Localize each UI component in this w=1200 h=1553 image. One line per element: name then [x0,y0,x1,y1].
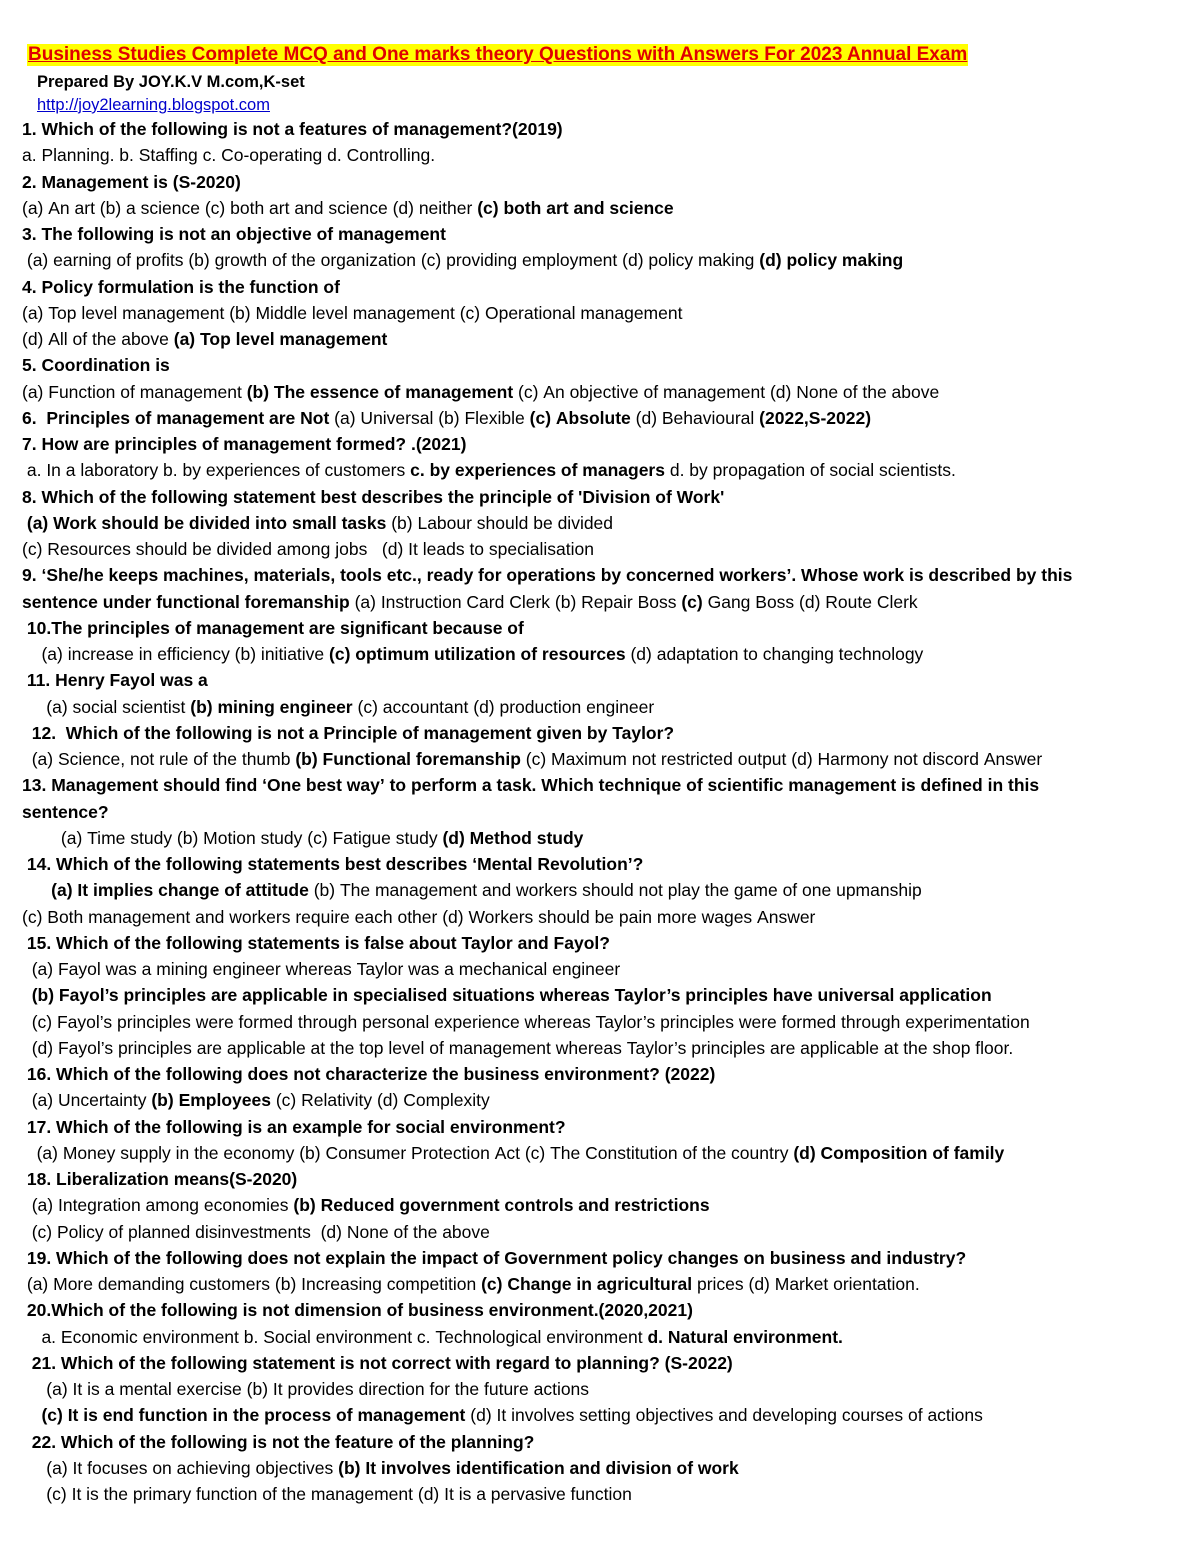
question-line [22,564,1072,586]
bold-text: 10.The principles of management are significant because of [22,617,524,638]
question-line [22,433,466,455]
regular-text: (c) It is the primary function of the management (d) It is a pervasive function [22,1484,632,1504]
regular-text: (a) It is a mental exercise (b) It provides direction for the future actions [22,1379,590,1399]
question-line [22,906,815,928]
question-line [22,1011,1030,1033]
bold-text: 21. Which of the following statement is not correct with regard to planning? (S-2022) [22,1352,733,1373]
bold-text: (b) It involves identification and division of work [338,1457,739,1478]
question-line [22,1221,490,1243]
question-line [22,801,109,823]
regular-text: (a) Function of management [22,381,247,402]
regular-text: (a) Time study (b) Motion study (c) Fatigue study [22,827,443,848]
bold-text: 9. ‘She/he keeps machines, materials, tools etc., ready for operations by concerned workers’. Whose work is described by this [22,565,1073,586]
bold-text: (d) policy making [759,250,904,271]
regular-text: (a) increase in efficiency (b) initiative [22,644,330,664]
regular-text: (c) Both management and workers require each other (d) Workers should be pain more wages Answer [22,906,816,927]
question-line [22,1404,983,1426]
bold-text: (c) It is end function in the process of management [22,1405,466,1426]
bold-text: 7. How are principles of management formed? .(2021) [22,434,467,454]
bold-text: (d) Composition of family [793,1142,1005,1163]
question-line [22,1168,297,1190]
question-line [22,459,956,481]
bold-text: (a) Work should be divided into small tasks [22,512,387,533]
question-line [22,696,654,718]
bold-text: (c) Change in agricultural [481,1274,693,1294]
question-line [22,722,674,744]
regular-text: (c) accountant (d) production engineer [352,696,655,717]
regular-text: Gang Boss (d) Route Clerk [702,591,918,612]
bold-text: sentence? [22,801,109,822]
bold-text: sentence under functional foremanship [22,591,350,612]
regular-text: (a) Uncertainty [22,1090,152,1111]
question-line [22,1194,710,1216]
author-line: Prepared By JOY.K.V M.com,K-set [37,73,305,91]
regular-text: a. Planning. b. Staffing c. Co-operating d. Controlling. [22,145,436,166]
question-line [22,591,918,613]
question-line [22,538,594,560]
bold-text: 16. Which of the following does not characterize the business environment? (2022) [22,1064,716,1084]
bold-text: 22. Which of the following is not the feature of the planning? [22,1431,535,1452]
question-line [22,617,524,639]
blog-link[interactable]: http://joy2learning.blogspot.com [37,96,270,114]
question-line [22,879,922,901]
question-line [22,958,620,980]
bold-text: 6. Principles of management are Not [22,407,330,428]
question-line [22,774,1039,796]
regular-text: (a) It focuses on achieving objectives [22,1457,339,1478]
question-line [22,302,682,324]
question-line [22,276,340,298]
regular-text: a. Economic environment b. Social environment c. Technological environment [22,1326,648,1347]
bold-text: (b) Functional foremanship [295,749,521,769]
regular-text: (a) Universal (b) Flexible [329,407,530,428]
question-line [22,932,610,954]
question-line [22,827,583,849]
regular-text: (b) The management and workers should not play the game of one upmanship [308,880,922,901]
regular-text: (c) Resources should be divided among jobs (d) It leads to specialisation [22,539,594,559]
bold-text: (b) Employees [151,1090,271,1111]
bold-text: 11. Henry Fayol was a [22,670,208,691]
question-line [22,1378,589,1400]
bold-text: 3. The following is not an objective of management [22,224,446,244]
bold-text: (c) [681,591,703,612]
regular-text: (a) social scientist [22,696,191,717]
question-line [22,328,387,350]
bold-text: 15. Which of the following statements is false about Taylor and Fayol? [22,932,610,953]
bold-text: 18. Liberalization means(S-2020) [22,1169,298,1189]
question-line [22,1273,920,1295]
question-line [22,197,674,219]
regular-text: (a) An art (b) a science (c) both art and science (d) neither [22,197,478,218]
regular-text: (a) Science, not rule of the thumb [22,749,296,769]
bold-text: (a) It implies change of attitude [22,880,309,901]
question-line [22,171,241,193]
regular-text: (a) earning of profits (b) growth of the organization (c) providing employment (d) policy making [22,250,760,271]
bold-text: 17. Which of the following is an example for social environment? [22,1116,566,1137]
bold-text: (c) Absolute [529,407,631,428]
question-line [22,1326,843,1348]
regular-text: (c) An objective of management (d) None of the above [513,381,940,402]
question-line [22,748,1042,770]
question-line [22,381,939,403]
regular-text: (c) Policy of planned disinvestments (d) None of the above [22,1221,490,1242]
bold-text: 14. Which of the following statements best describes ‘Mental Revolution’? [22,854,644,874]
question-line [22,643,923,665]
regular-text: (c) Fayol’s principles were formed through personal experience whereas Taylor’s principles were formed through experimentation [22,1011,1030,1032]
question-line [22,669,208,691]
question-line [22,1037,1013,1059]
question-line [22,1247,966,1269]
regular-text: (d) Behavioural [630,407,760,428]
question-line [22,407,871,429]
bold-text: 20.Which of the following is not dimension of business environment.(2020,2021) [22,1300,693,1321]
bold-text: (c) optimum utilization of resources [329,644,626,664]
question-line [22,1352,733,1374]
question-line [22,486,724,508]
bold-text: 2. Management is (S-2020) [22,171,241,192]
bold-text: Which of the following is not a features of management?(2019) [41,119,563,139]
regular-text: d. by propagation of social scientists. [664,460,956,481]
question-line [22,1431,534,1453]
question-line [22,354,170,376]
regular-text: (d) All of the above [22,329,174,349]
regular-text: (c) Relativity (d) Complexity [270,1090,490,1111]
bold-text: 12. Which of the following is not a Principle of management given by Taylor? [22,722,675,743]
question-line [22,853,643,875]
bold-text: 4. Policy formulation is the function of [22,276,340,297]
bold-text: 13. Management should find ‘One best way’ to perform a task. Which technique of scientific management is defined in this [22,775,1040,796]
bold-text: 8. Which of the following statement best describes the principle of 'Division of Work' [22,486,725,507]
bold-text: (a) Top level management [173,329,388,349]
regular-text: (a) Money supply in the economy (b) Consumer Protection Act (c) The Constitution of the country [22,1142,794,1163]
question-number: 1. [22,119,42,139]
question-line [22,1457,739,1479]
regular-text: (a) Instruction Card Clerk (b) Repair Boss [349,591,682,612]
regular-text: (a) Integration among economies [22,1195,294,1216]
regular-text: (a) Fayol was a mining engineer whereas Taylor was a mechanical engineer [22,959,621,979]
bold-text: (b) Reduced government controls and restrictions [293,1195,710,1216]
bold-text: (b) mining engineer [190,696,353,717]
question-line [22,1483,632,1505]
document-title: Business Studies Complete MCQ and One marks theory Questions with Answers For 2023 Annual Exam [28,44,968,65]
question-line [22,249,903,271]
question-line [22,144,435,166]
regular-text: (a) Top level management (b) Middle level management (c) Operational management [22,302,683,323]
regular-text: a. In a laboratory b. by experiences of customers [22,460,411,481]
bold-text: (c) both art and science [477,197,674,218]
question-line [22,223,446,245]
regular-text: prices (d) Market orientation. [692,1274,920,1294]
bold-text: (b) The essence of management [246,381,514,402]
bold-text: d. Natural environment. [647,1326,843,1347]
question-line [22,984,992,1006]
question-line [22,1063,715,1085]
bold-text: (2022,S-2022) [759,407,872,428]
question-line [22,512,613,534]
regular-text: (b) Labour should be divided [386,512,614,533]
question-line [22,118,563,140]
regular-text: (d) Fayol’s principles are applicable at the top level of management whereas Taylor’s principles are applicable at the shop floor. [22,1037,1014,1058]
question-line [22,1089,490,1111]
bold-text: c. by experiences of managers [410,460,665,481]
bold-text: (b) Fayol’s principles are applicable in specialised situations whereas Taylor’s principles have universal application [22,985,992,1006]
bold-text: 19. Which of the following does not explain the impact of Government policy changes on business and industry? [22,1247,967,1268]
bold-text: (d) Method study [442,827,584,848]
question-line [22,1299,693,1321]
regular-text: (a) More demanding customers (b) Increasing competition [22,1274,482,1294]
question-line [22,1116,566,1138]
bold-text: 5. Coordination is [22,355,170,376]
regular-text: (d) It involves setting objectives and developing courses of actions [465,1405,983,1426]
question-line [22,1142,1004,1164]
regular-text: (d) adaptation to changing technology [625,644,924,664]
regular-text: (c) Maximum not restricted output (d) Harmony not discord Answer [520,749,1043,769]
